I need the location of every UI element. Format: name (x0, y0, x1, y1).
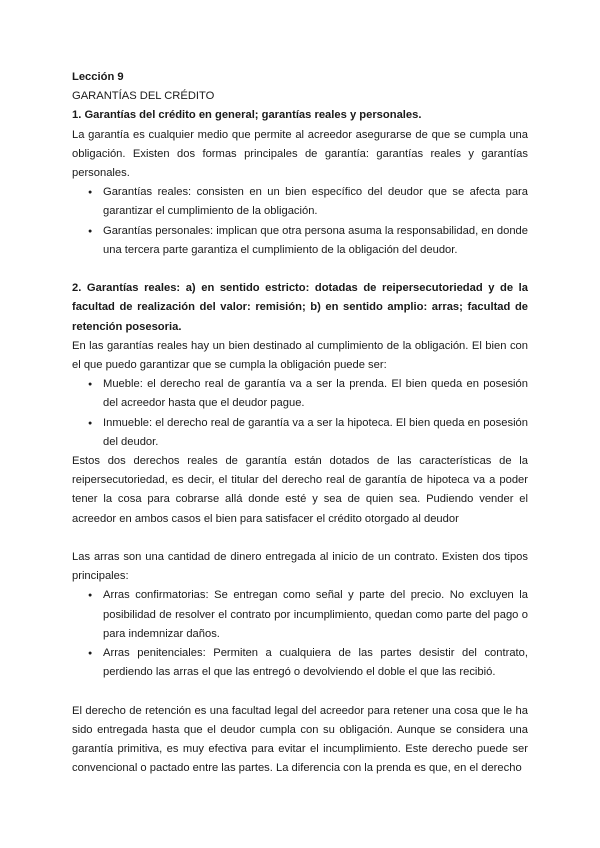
section-2-list (72, 375, 528, 452)
arras-intro: Las arras son una cantidad de dinero entregada al inicio de un contrato. Existen dos tipos principales: (72, 551, 528, 583)
section-1-heading: 1. Garantías del crédito en general; garantías reales y personales. (72, 109, 422, 122)
section-2-intro: En las garantías reales hay un bien destinado al cumplimiento de la obligación. El bien con el que puedo garantizar que se cumpla la obligación puede ser: (72, 339, 528, 372)
section-2-closing: Estos dos derechos reales de garantía están dotados de las características de la reipersecutoriedad, es decir, el titular del derecho real de garantía de hipoteca va a poder tener la cosa para cobrarse allá donde esté y sea de quien sea. Pudiendo vender el acreedor en ambos casos el bien para satisfacer el crédito otorgado al deudor (72, 455, 528, 525)
list-item: ● Arras confirmatorias: Se entregan como señal y parte del precio. No excluyen la posibilidad de resolver el contrato por incumplimiento, quedan como parte del pago o para indemnizar daños. (103, 586, 528, 644)
paragraph-gap (72, 529, 528, 548)
lesson-subtitle: GARANTÍAS DEL CRÉDITO (72, 90, 215, 103)
list-item: ● Mueble: el derecho real de garantía va a ser la prenda. El bien queda en posesión del acreedor hasta que el deudor pague. (103, 375, 528, 413)
document-page (72, 68, 528, 778)
lesson-title: Lección 9 (72, 71, 124, 83)
paragraph-gap (72, 260, 528, 279)
section-1-list (72, 183, 528, 260)
section-1-intro: La garantía es cualquier medio que permite al acreedor asegurarse de que se cumpla una obligación. Existen dos formas principales de garantía: garantías reales y garantías personales. (72, 128, 528, 180)
list-item: ● Garantías personales: implican que otra persona asuma la responsabilidad, en donde una tercera parte garantiza el cumplimiento de la obligación del deudor. (103, 222, 528, 260)
arras-list (72, 586, 528, 682)
retencion-paragraph: El derecho de retención es una facultad legal del acreedor para retener una cosa que le ha sido entregada hasta que el deudor cumpla con su obligación. Aunque se considera una garantía primitiva, es muy efectiva para evitar el incumplimiento. Este derecho puede ser convencional o pactado entre las partes. La diferencia con la prenda es que, en el derecho (72, 704, 528, 775)
section-2-heading: 2. Garantías reales: a) en sentido estricto: dotadas de reipersecutoriedad y de la facultad de realización del valor: remisión; b) en sentido amplio: arras; facultad de retención posesoria. (72, 282, 528, 333)
list-item: ● Inmueble: el derecho real de garantía va a ser la hipoteca. El bien queda en posesión del deudor. (103, 414, 528, 452)
list-item: ● Garantías reales: consisten en un bien específico del deudor que se afecta para garantizar el cumplimiento de la obligación. (103, 183, 528, 221)
paragraph-gap (72, 682, 528, 701)
list-item: ● Arras penitenciales: Permiten a cualquiera de las partes desistir del contrato, perdiendo las arras el que las entregó o devolviendo el doble el que las recibió. (103, 644, 528, 682)
